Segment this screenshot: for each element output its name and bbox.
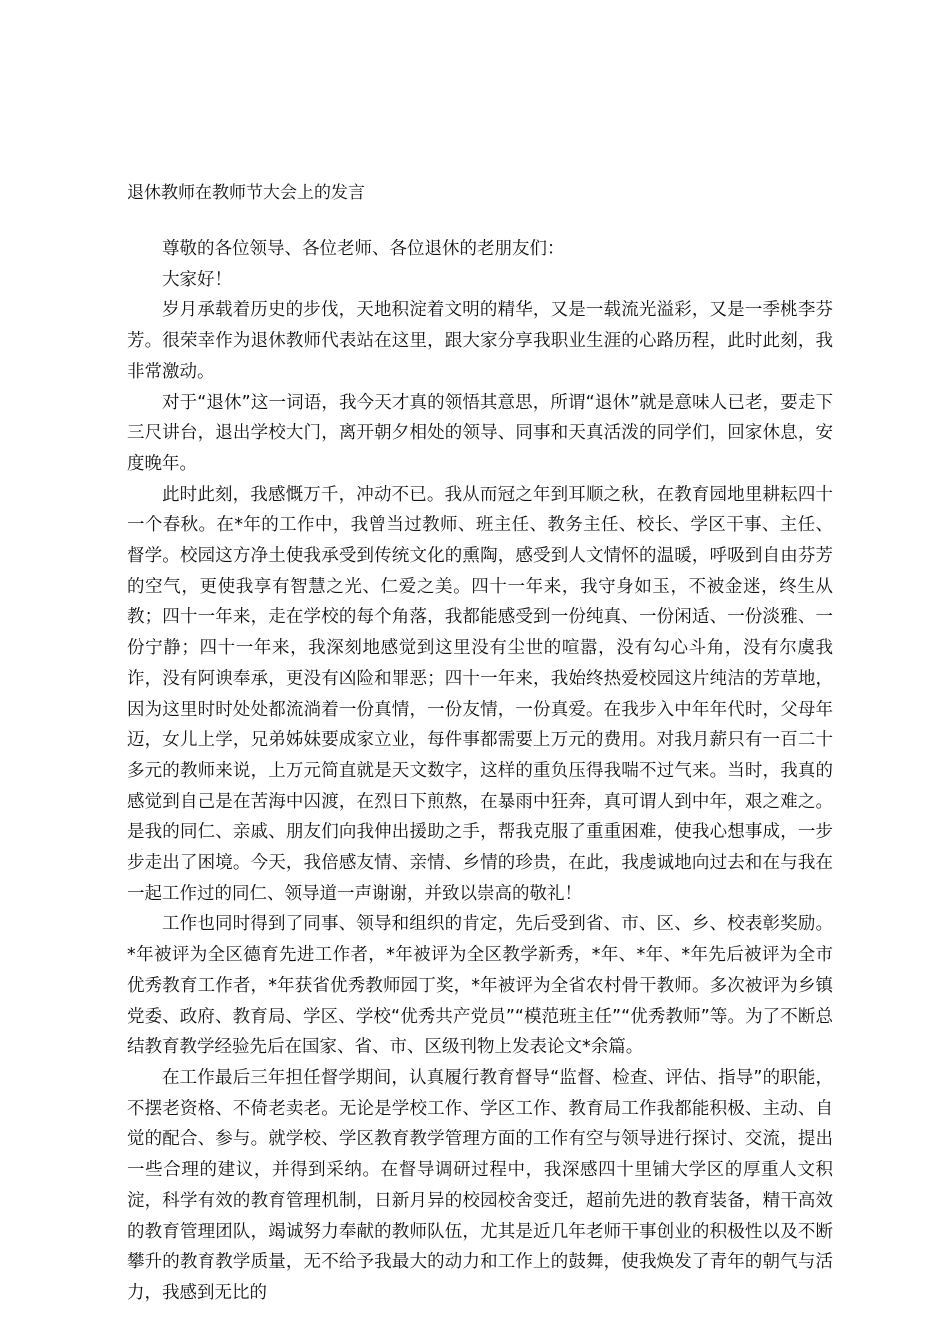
- body-paragraph: 对于“退休”这一词语，我今天才真的领悟其意思，所谓“退休”就是意味人已老，要走下三尺讲台，退出学校大门，离开朝夕相处的领导、同事和天真活泼的同学们，回家休息，安度晚年。: [127, 392, 833, 474]
- greeting-paragraph: 大家好！: [162, 269, 232, 290]
- body-paragraph: 工作也同时得到了同事、领导和组织的肯定，先后受到省、市、区、乡、校表彰奖励。*年被评为全区德育先进工作者，*年被评为全区教学新秀，*年、*年、*年先后被评为全市优秀教育工作者，*年获省优秀教师园丁奖，*年被评为全省农村骨干教师。多次被评为乡镇党委、政府、教育局、学区、学校“优秀共产党员”“模范班主任”“优秀教师”等。为了不断总结教育教学经验先后在国家、省、市、区级刊物上发表论文*余篇。: [127, 914, 833, 1058]
- body-paragraph: 此时此刻，我感慨万千，冲动不已。我从而冠之年到耳顺之秋，在教育园地里耕耘四十一个春秋。在*年的工作中，我曾当过教师、班主任、教务主任、校长、学区干事、主任、督学。校园这方净土使我承受到传统文化的熏陶，感受到人文情怀的温暖，呼吸到自由芬芳的空气，更使我享有智慧之光、仁爱之美。四十一年来，我守身如玉，不被金迷，终生从教；四十一年来，走在学校的每个角落，我都能感受到一份纯真、一份闲适、一份淡雅、一份宁静；四十一年来，我深刻地感觉到这里没有尘世的喧嚣，没有勾心斗角，没有尔虞我诈，没有阿谀奉承，更没有凶险和罪恶；四十一年来，我始终热爱校园这片纯洁的芳草地，因为这里时时处处都流淌着一份真情，一份友情，一份真爱。在我步入中年年代时，父母年迈，女儿上学，兄弟姊妹要成家立业，每件事都需要上万元的费用。对我月薪只有一百二十多元的教师来说，上万元简直就是天文数字，这样的重负压得我喘不过气来。当时，我真的感觉到自己是在苦海中囚渡，在烈日下煎熬，在暴雨中狂奔，真可谓人到中年，艰之难之。是我的同仁、亲戚、朋友们向我伸出援助之手，帮我克服了重重困难，使我心想事成，一步步走出了困境。今天，我倍感友情、亲情、乡情的珍贵，在此，我虔诚地向过去和在与我在一起工作过的同仁、领导道一声谢谢，并致以崇高的敬礼！: [127, 484, 833, 904]
- document-body: [127, 234, 833, 1309]
- body-paragraph: 在工作最后三年担任督学期间，认真履行教育督导“监督、检查、评估、指导”的职能，不摆老资格、不倚老卖老。无论是学校工作、学区工作、教育局工作我都能积极、主动、自觉的配合、参与。就学校、学区教育教学管理方面的工作有空与领导进行探讨、交流，提出一些合理的建议，并得到采纳。在督导调研过程中，我深感四十里铺大学区的厚重人文积淀，科学有效的教育管理机制，日新月异的校园校舍变迁，超前先进的教育装备，精干高效的教育管理团队，竭诚努力奉献的教师队伍，尤其是近几年老师干事创业的积极性以及不断攀升的教育教学质量，无不给予我最大的动力和工作上的鼓舞，使我焕发了青年的朝气与活力，我感到无比的: [127, 1067, 833, 1303]
- document-title: 退休教师在教师节大会上的发言: [127, 183, 365, 203]
- body-paragraph: 岁月承载着历史的步伐，天地积淀着文明的精华，又是一载流光溢彩，又是一季桃李芬芳。很荣幸作为退休教师代表站在这里，跟大家分享我职业生涯的心路历程，此时此刻，我非常激动。: [127, 300, 833, 382]
- salutation-paragraph: 尊敬的各位领导、各位老师、各位退休的老朋友们：: [162, 239, 565, 259]
